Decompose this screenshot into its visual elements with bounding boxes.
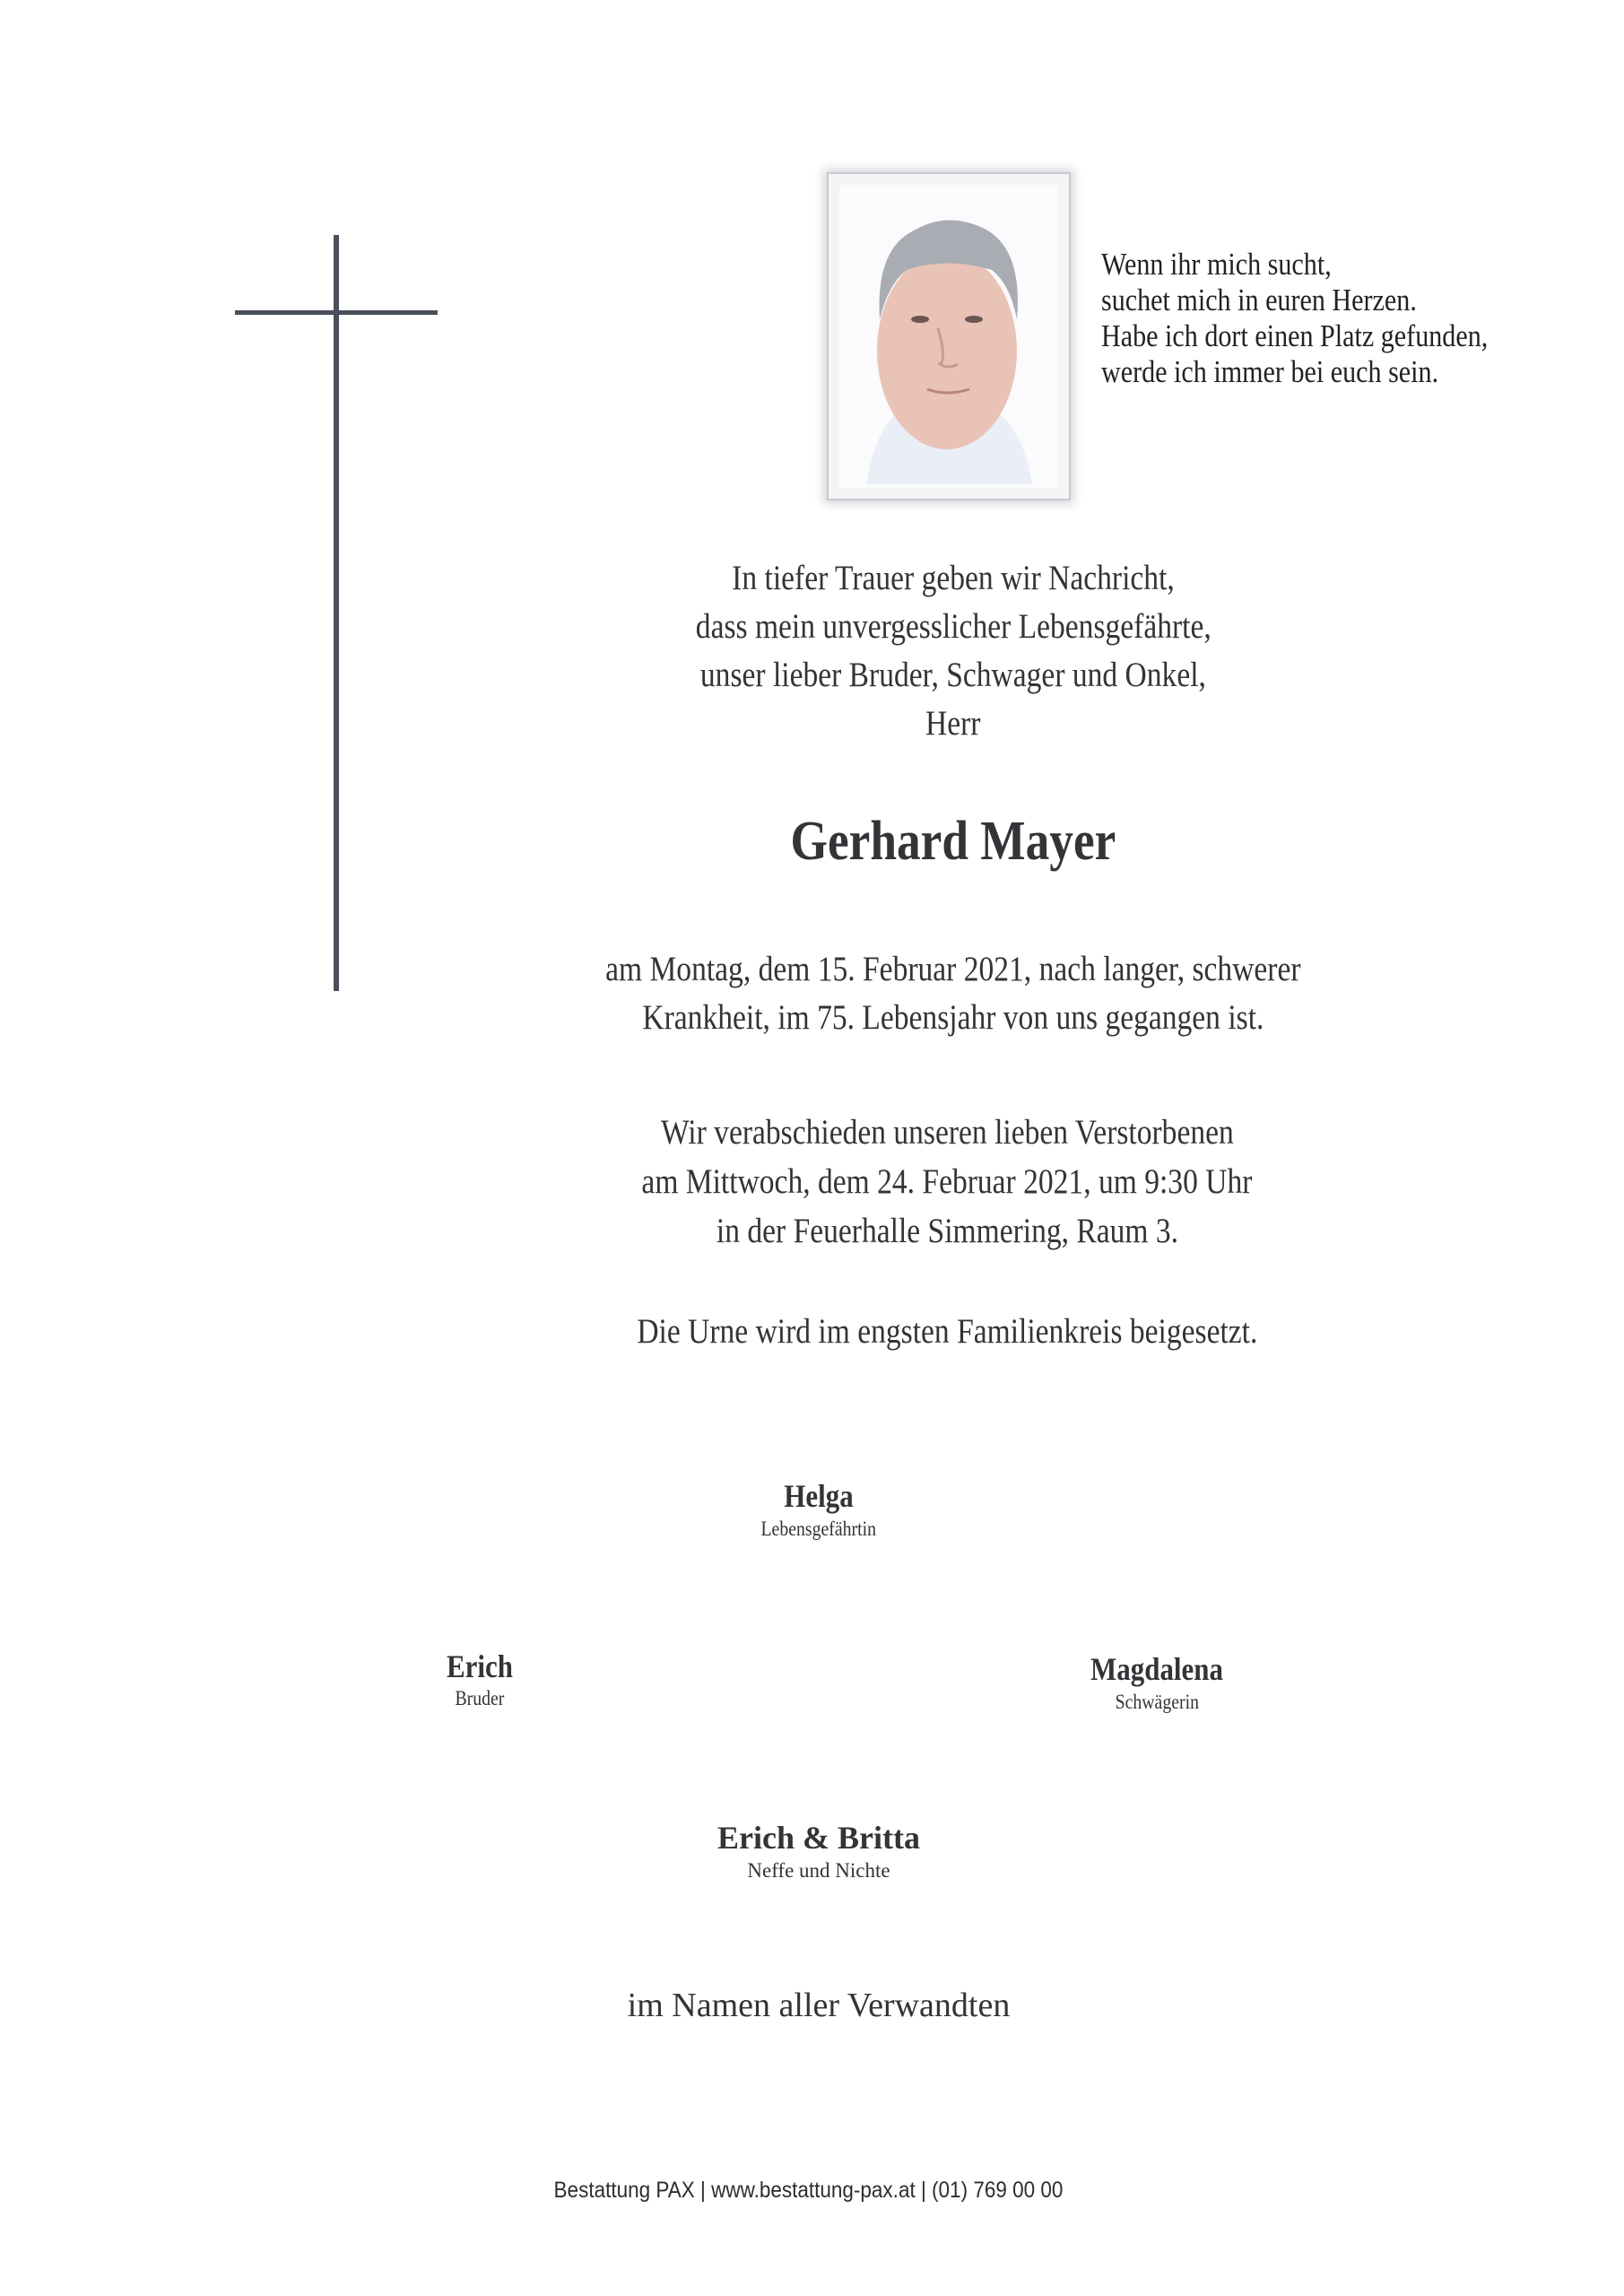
funeral-home-footer: Bestattung PAX | www.bestattung-pax.at | (01) 769 00 00: [553, 2178, 1063, 2203]
death-info-line: Krankheit, im 75. Lebensjahr von uns gegangen ist.: [642, 998, 1264, 1037]
death-info-line: am Montag, dem 15. Februar 2021, nach langer, schwerer: [605, 950, 1301, 988]
announcement-line: In tiefer Trauer geben wir Nachricht,: [732, 559, 1175, 597]
mourner-role: Bruder: [455, 1687, 505, 1709]
announcement-line: dass mein unvergesslicher Lebensgefährte,: [695, 607, 1211, 646]
mourner-role: Lebensgefährtin: [760, 1518, 877, 1540]
poem-line: Wenn ihr mich sucht,: [1101, 247, 1332, 282]
announcement-line: unser lieber Bruder, Schwager und Onkel,: [699, 656, 1206, 694]
deceased-name: Gerhard Mayer: [790, 811, 1116, 872]
farewell-line: am Mittwoch, dem 24. Februar 2021, um 9:30 Uhr: [641, 1162, 1253, 1201]
poem-line: suchet mich in euren Herzen.: [1101, 283, 1417, 317]
mourner-role: Neffe und Nichte: [747, 1859, 890, 1882]
urn-note: Die Urne wird im engsten Familienkreis beigesetzt.: [636, 1312, 1258, 1351]
poem-line: werde ich immer bei euch sein.: [1101, 354, 1439, 389]
closing-line: im Namen aller Verwandten: [627, 1987, 1011, 2024]
mourner-name: Erich & Britta: [717, 1820, 920, 1856]
mourner-name: Magdalena: [1090, 1651, 1223, 1687]
mourner-role: Schwägerin: [1115, 1691, 1199, 1713]
mourner-name: Helga: [784, 1478, 854, 1514]
farewell-line: in der Feuerhalle Simmering, Raum 3.: [716, 1212, 1178, 1250]
farewell-line: Wir verabschieden unseren lieben Verstorbenen: [660, 1113, 1234, 1152]
poem-line: Habe ich dort einen Platz gefunden,: [1101, 318, 1489, 353]
announcement-line: Herr: [925, 704, 981, 743]
mourner-name: Erich: [447, 1648, 513, 1684]
